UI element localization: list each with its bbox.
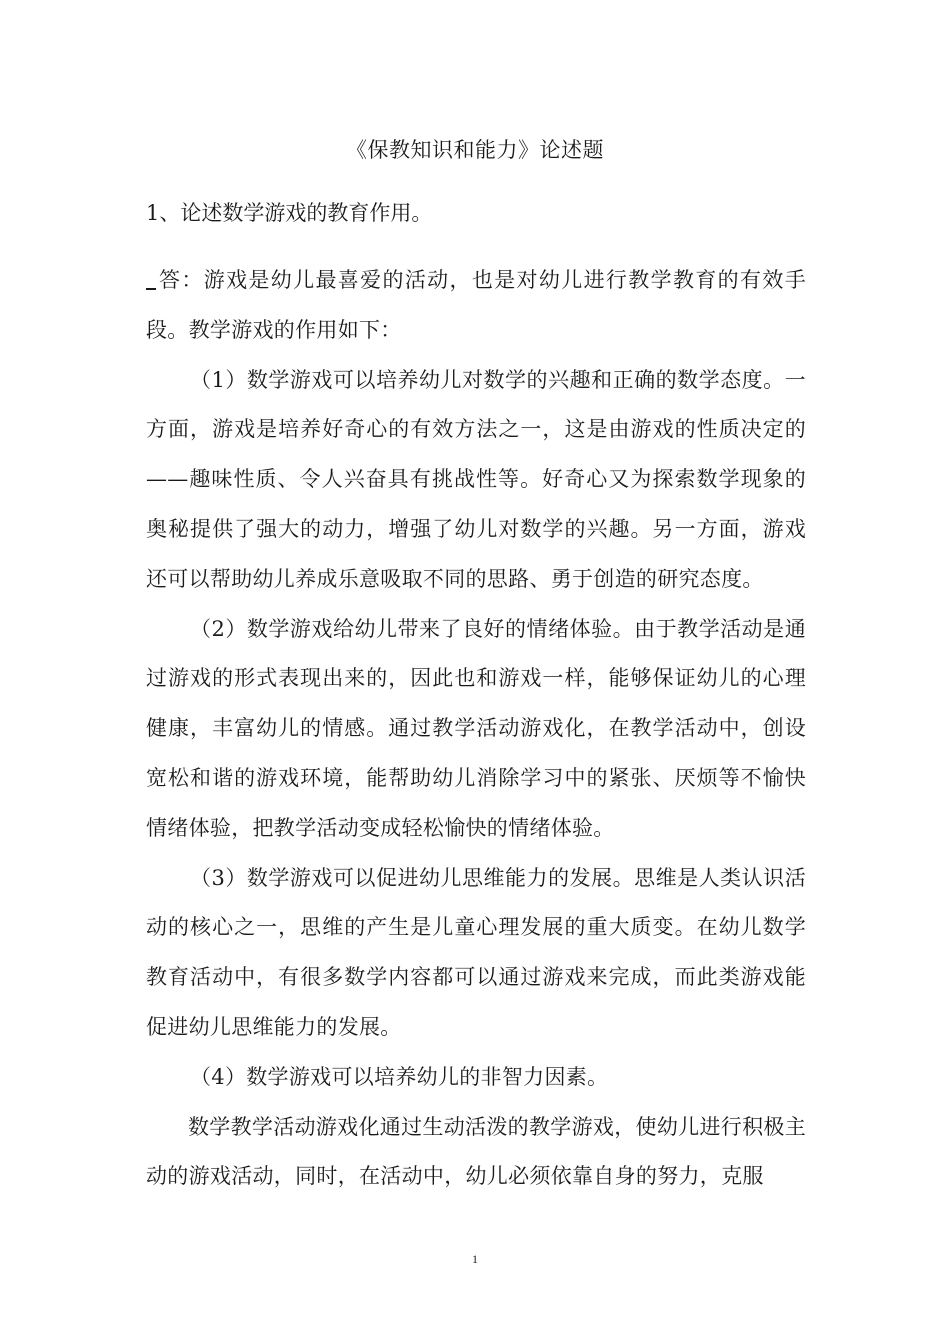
answer-intro-text: 答：游戏是幼儿最喜爱的活动，也是对幼儿进行教学教育的有效手段。教学游戏的作用如下： bbox=[146, 268, 806, 342]
document-title: 《保教知识和能力》论述题 bbox=[346, 138, 604, 162]
page-number: 1 bbox=[472, 1252, 478, 1266]
point-4-paragraph: （4）数学游戏可以培养幼儿的非智力因素。 bbox=[190, 1064, 609, 1089]
point-3-paragraph: （3）数学游戏可以促进幼儿思维能力的发展。思维是人类认识活动的核心之一，思维的产生是儿童心理发展的重大质变。在幼儿数学教育活动中，有很多数学内容都可以通过游戏来完成，而此类游戏能促进幼儿思维能力的发展。 bbox=[146, 865, 806, 1039]
point-1-paragraph: （1）数学游戏可以培养幼儿对数学的兴趣和正确的数学态度。一方面，游戏是培养好奇心的有效方法之一，这是由游戏的性质决定的——趣味性质、令人兴奋具有挑战性等。好奇心又为探索数学现象的奥秘提供了强大的动力，增强了幼儿对数学的兴趣。另一方面，游戏还可以帮助幼儿养成乐意吸取不同的思路、勇于创造的研究态度。 bbox=[146, 367, 806, 591]
answer-intro-paragraph bbox=[146, 256, 806, 356]
point-2-paragraph: （2）数学游戏给幼儿带来了良好的情绪体验。由于教学活动是通过游戏的形式表现出来的，因此也和游戏一样，能够保证幼儿的心理健康，丰富幼儿的情感。通过教学活动游戏化，在教学活动中，创设宽松和谐的游戏环境，能帮助幼儿消除学习中的紧张、厌烦等不愉快情绪体验，把教学活动变成轻松愉快的情绪体验。 bbox=[146, 616, 806, 840]
answer-body bbox=[146, 256, 806, 1202]
continuation-paragraph: 数学教学活动游戏化通过生动活泼的教学游戏，使幼儿进行积极主动的游戏活动，同时，在活动中，幼儿必须依靠自身的努力，克服 bbox=[146, 1114, 806, 1189]
text-cursor-mark bbox=[146, 266, 156, 290]
question-heading: 1、论述数学游戏的教育作用。 bbox=[146, 201, 433, 225]
